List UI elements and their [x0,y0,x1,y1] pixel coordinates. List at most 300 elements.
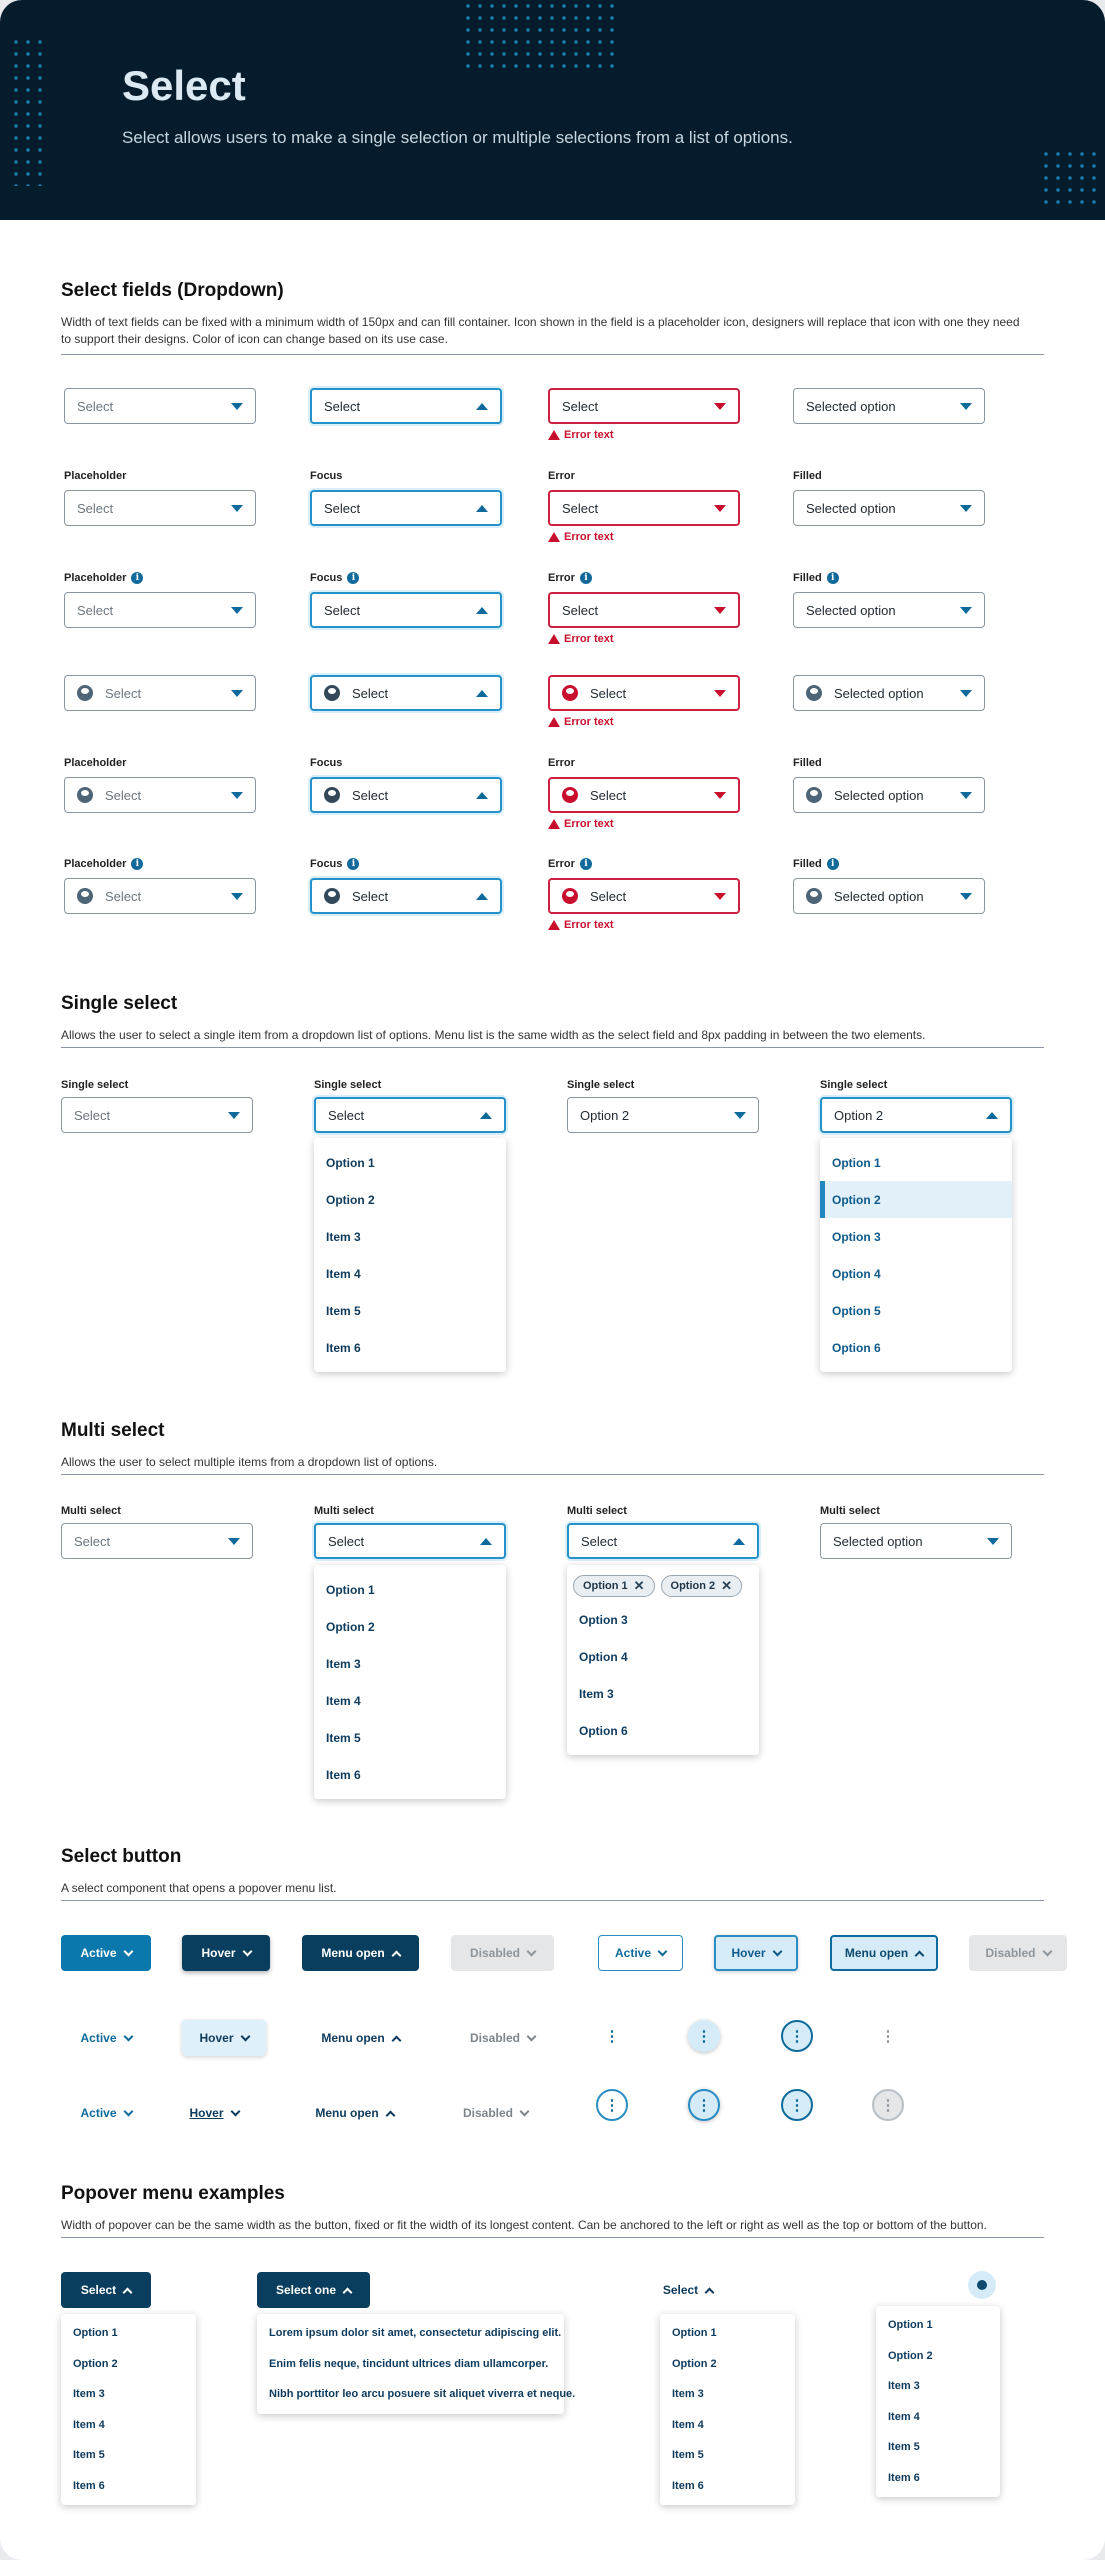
select-field-ph[interactable] [64,592,256,628]
caret-up-icon [733,1538,745,1545]
single-select-field[interactable] [820,1097,1012,1133]
select-value: Select [74,1107,111,1123]
kebab-menu-icon[interactable]: ⋮ [781,2020,813,2052]
menu-item[interactable]: Item 3 [579,1686,614,1701]
caret-up-icon [476,505,488,512]
field-label-text: Single select [61,1079,129,1091]
menu-item[interactable]: Option 1 [888,2319,933,2332]
select-button[interactable] [61,2095,151,2131]
chevron-up-icon [705,2287,715,2297]
info-icon[interactable]: i [131,858,143,870]
button-label: Active [614,1946,652,1960]
select-button[interactable] [61,2272,151,2308]
select-value: Select [105,685,142,701]
select-value: Selected option [806,500,896,516]
chip-group [567,1571,759,1601]
select-button[interactable] [444,2095,547,2131]
user-icon [77,787,93,803]
field-label-text: Filled [793,757,822,769]
menu-item[interactable]: Option 1 [73,2327,118,2340]
section-select-button [61,1846,1044,1897]
caret-up-icon [480,1538,492,1545]
field-label [310,757,342,769]
select-button[interactable] [296,2095,413,2131]
menu-item[interactable]: Option 6 [832,1340,881,1355]
info-icon[interactable]: i [347,572,359,584]
chevron-down-icon [527,2031,537,2041]
field-label [793,858,839,870]
field-label-text: Multi select [567,1505,627,1517]
info-icon[interactable]: i [347,858,359,870]
warning-icon [548,532,560,542]
select-button[interactable] [598,1935,683,1971]
info-icon[interactable]: i [580,858,592,870]
caret-down-icon [734,1112,746,1119]
select-field-focus[interactable] [310,388,502,424]
menu-item[interactable]: Item 3 [326,1229,361,1244]
multi-select-field[interactable] [61,1523,253,1559]
menu-item[interactable]: Item 4 [672,2418,704,2431]
select-value: Select [562,602,599,618]
select-field-filled[interactable] [793,388,985,424]
menu-item[interactable]: Nibh porttitor leo arcu posuere sit aliquet viverra et neque. [269,2388,576,2401]
popover-menu [257,2314,576,2414]
field-label [548,757,575,769]
menu-item[interactable]: Item 6 [73,2479,105,2492]
field-label [61,1505,121,1517]
dropdown-menu [314,1565,506,1799]
field-label-text: Single select [314,1079,382,1091]
select-button[interactable] [61,1935,151,1971]
menu-item[interactable]: Option 4 [832,1266,881,1281]
field-label [548,470,575,482]
caret-up-icon [476,607,488,614]
chevron-down-icon [240,2031,250,2041]
chevron-down-icon [242,1946,252,1956]
dot-pattern [462,0,622,72]
info-icon[interactable]: i [580,572,592,584]
field-label [61,1079,128,1091]
button-label: Disabled [985,1946,1036,1960]
menu-item[interactable]: Option 1 [672,2327,717,2340]
select-field-focus[interactable] [310,878,502,914]
field-label-text: Multi select [61,1505,121,1517]
section-title: Select fields (Dropdown) [61,280,284,301]
menu-item[interactable]: Item 5 [326,1303,361,1318]
user-icon [77,685,93,701]
chevron-down-icon [1042,1946,1052,1956]
section-multi-select [61,1420,1044,1471]
select-button[interactable] [182,1935,270,1971]
select-field-filled[interactable] [793,777,985,813]
person-icon [977,2280,987,2290]
caret-up-icon [476,893,488,900]
select-field-err[interactable] [548,490,740,526]
select-value: Select [590,888,627,904]
dropdown-menu [567,1565,759,1755]
select-button[interactable] [451,2020,554,2056]
select-field-focus[interactable] [310,592,502,628]
menu-item[interactable]: Option 2 [73,2357,118,2370]
section-title: Multi select [61,1420,165,1441]
menu-item[interactable]: Item 6 [326,1340,361,1355]
select-field-ph[interactable] [64,777,256,813]
menu-item[interactable]: Option 3 [579,1612,628,1627]
menu-item[interactable]: Option 2 [820,1181,1012,1218]
info-icon[interactable]: i [131,572,143,584]
field-label-text: Single select [820,1079,888,1091]
section-title: Single select [61,993,178,1014]
menu-item[interactable]: Option 2 [326,1192,375,1207]
field-label [310,470,342,482]
select-field-err[interactable] [548,592,740,628]
kebab-menu-icon[interactable]: ⋮ [604,2027,620,2045]
user-icon [806,787,822,803]
chevron-up-icon [391,1950,401,1960]
button-label: Hover [189,2106,224,2120]
menu-item[interactable]: Lorem ipsum dolor sit amet, consectetur adipiscing elit. [269,2327,562,2340]
menu-item[interactable]: Option 6 [579,1723,628,1738]
caret-up-icon [480,1112,492,1119]
field-label [793,572,839,584]
dropdown-menu [314,1138,506,1372]
field-label-text: Placeholder [64,858,127,870]
select-value: Select [77,602,114,618]
menu-item[interactable]: Item 4 [888,2410,920,2423]
field-label-text: Error [548,470,575,482]
selected-chip[interactable] [573,1575,655,1597]
error-text: Error text [564,818,614,830]
select-value: Select [324,398,361,414]
warning-icon [548,634,560,644]
caret-down-icon [960,403,972,410]
select-button[interactable] [714,1935,798,1971]
select-button[interactable] [969,1935,1067,1971]
popover-menu [876,2306,1000,2497]
error-text: Error text [564,716,614,728]
caret-up-icon [986,1112,998,1119]
section-popover-menu [61,2183,1044,2234]
caret-up-icon [476,792,488,799]
section-description: Width of text fields can be fixed with a minimum width of 150px and can fill container. Icon shown in the field is a placeholder icon, designers will replace that icon with one they need to support their designs. Color of icon can change based on its use case. [61,315,1020,346]
select-value: Select [328,1533,365,1549]
caret-down-icon [228,1112,240,1119]
select-button[interactable] [302,2020,419,2056]
select-field-filled[interactable] [793,592,985,628]
select-button[interactable] [451,1935,554,1971]
select-value: Select [105,888,142,904]
warning-icon [548,430,560,440]
button-label: Select [80,2283,117,2297]
kebab-menu-icon[interactable]: ⋮ [781,2089,813,2121]
select-field-err[interactable] [548,777,740,813]
field-label [567,1079,634,1091]
select-field-err[interactable] [548,878,740,914]
select-value: Selected option [834,787,924,803]
caret-down-icon [231,792,243,799]
kebab-menu-icon[interactable]: ⋮ [688,2020,720,2052]
select-value: Select [562,500,599,516]
select-value: Select [562,398,599,414]
field-label [314,1079,381,1091]
chevron-down-icon [230,2106,240,2116]
caret-down-icon [231,893,243,900]
select-field-filled[interactable] [793,490,985,526]
menu-item[interactable]: Option 4 [579,1649,628,1664]
chevron-up-icon [385,2110,395,2120]
menu-item[interactable]: Item 6 [326,1767,361,1782]
chip-label: Option 2 [670,1580,716,1592]
dot-pattern [10,36,50,186]
chevron-up-icon [915,1950,925,1960]
popover-menu [61,2314,196,2505]
section-description: Width of popover can be the same width as the button, fixed or fit the width of its longest content. Can be anchored to the left or right as well as the top or bottom of the button. [61,2218,987,2232]
field-label [310,858,359,870]
field-label-text: Filled [793,470,822,482]
warning-icon [548,920,560,930]
multi-select-field[interactable] [820,1523,1012,1559]
select-field-err[interactable] [548,388,740,424]
error-text: Error text [564,429,614,441]
caret-down-icon [714,505,726,512]
multi-select-field[interactable] [314,1523,506,1559]
select-value: Selected option [834,888,924,904]
field-label-text: Multi select [314,1505,374,1517]
caret-down-icon [960,607,972,614]
menu-item[interactable]: Enim felis neque, tincidunt ultrices diam ullamcorper. [269,2357,549,2370]
button-label: Menu open [321,1946,385,1960]
select-button[interactable] [61,2020,151,2056]
menu-item[interactable]: Item 4 [326,1693,361,1708]
menu-item[interactable]: Item 3 [326,1656,361,1671]
error-text: Error text [564,633,614,645]
select-value: Select [324,602,361,618]
caret-up-icon [476,690,488,697]
section-description: Allows the user to select multiple items from a dropdown list of options. [61,1455,438,1469]
select-button[interactable] [172,2095,256,2131]
menu-item[interactable]: Item 5 [326,1730,361,1745]
page-subtitle: Select allows users to make a single selection or multiple selections from a list of options. [122,128,793,147]
menu-item[interactable]: Option 1 [326,1582,375,1597]
field-label [548,572,592,584]
caret-down-icon [231,607,243,614]
field-label-text: Focus [310,858,343,870]
field-label [567,1505,627,1517]
caret-down-icon [987,1538,999,1545]
single-select-field[interactable] [567,1097,759,1133]
kebab-menu-icon[interactable]: ⋮ [872,2089,904,2121]
select-value: Select [352,685,389,701]
caret-down-icon [960,690,972,697]
select-button[interactable] [257,2272,370,2308]
select-field-filled[interactable] [793,878,985,914]
field-label-text: Multi select [820,1505,880,1517]
menu-item[interactable]: Item 4 [73,2418,105,2431]
popover-menu [660,2314,795,2505]
info-icon[interactable]: i [827,572,839,584]
dot-pattern [1040,148,1100,210]
select-value: Select [324,500,361,516]
select-value: Select [328,1107,365,1123]
field-label-text: Focus [310,757,343,769]
caret-down-icon [960,505,972,512]
warning-icon [548,819,560,829]
chevron-up-icon [343,2287,353,2297]
section-single-select [61,993,1044,1044]
button-label: Menu open [315,2106,379,2120]
selected-chip[interactable] [661,1575,743,1597]
select-value: Select [590,685,627,701]
menu-item[interactable]: Item 5 [888,2441,920,2454]
caret-down-icon [714,690,726,697]
select-value: Select [74,1533,111,1549]
chevron-down-icon [123,2106,133,2116]
field-label-text: Error [548,572,575,584]
menu-item[interactable]: Item 6 [672,2479,704,2492]
caret-down-icon [960,792,972,799]
field-label [820,1079,887,1091]
button-label: Active [80,1946,117,1960]
select-field-ph[interactable] [64,388,256,424]
button-label: Disabled [469,2031,520,2045]
menu-item[interactable]: Option 5 [832,1303,881,1318]
select-value: Select [590,787,627,803]
user-icon [806,888,822,904]
caret-down-icon [960,893,972,900]
menu-item[interactable]: Option 1 [832,1155,881,1170]
field-label [314,1505,374,1517]
caret-down-icon [231,403,243,410]
field-label [64,572,143,584]
button-label: Hover [199,2031,234,2045]
select-button[interactable] [644,2272,732,2308]
close-icon[interactable]: ✕ [633,1578,645,1593]
select-field-focus[interactable] [310,675,502,711]
select-field-ph[interactable] [64,675,256,711]
single-select-field[interactable] [314,1097,506,1133]
select-field-focus[interactable] [310,777,502,813]
page-title: Select [122,62,246,109]
chevron-up-icon [123,2287,133,2297]
select-value: Select [77,398,114,414]
caret-down-icon [228,1538,240,1545]
select-value: Select [581,1533,618,1549]
select-field-ph[interactable] [64,878,256,914]
select-value: Select [352,787,389,803]
field-label-text: Placeholder [64,470,127,482]
field-label-text: Error [548,858,575,870]
single-select-field[interactable] [61,1097,253,1133]
caret-down-icon [714,893,726,900]
menu-item[interactable]: Option 2 [888,2349,933,2362]
menu-item[interactable]: Option 3 [832,1229,881,1244]
menu-item[interactable]: Item 3 [73,2388,105,2401]
button-label: Hover [731,1946,766,1960]
button-label: Active [80,2106,117,2120]
button-label: Menu open [844,1946,909,1960]
field-label [64,858,143,870]
user-icon [806,685,822,701]
error-message [548,531,614,543]
caret-down-icon [714,792,726,799]
user-icon [77,888,93,904]
user-icon[interactable] [968,2271,996,2299]
chevron-down-icon [658,1946,668,1956]
menu-item[interactable]: Item 3 [672,2388,704,2401]
chevron-down-icon [123,2031,133,2041]
menu-item[interactable]: Option 2 [326,1619,375,1634]
error-message [548,818,614,830]
select-value: Select [352,888,389,904]
button-label: Active [80,2031,117,2045]
chevron-up-icon [391,2035,401,2045]
menu-item[interactable]: Item 5 [73,2449,105,2462]
info-icon[interactable]: i [827,858,839,870]
kebab-menu-icon[interactable]: ⋮ [596,2089,628,2121]
button-label: Menu open [321,2031,385,2045]
menu-item[interactable]: Option 2 [672,2357,717,2370]
multi-select-field[interactable] [567,1523,759,1559]
section-description: Allows the user to select a single item from a dropdown list of options. Menu list is the same width as the select field and 8px padding in between the two elements. [61,1028,926,1042]
button-label: Disabled [469,1946,520,1960]
field-label [793,470,822,482]
error-message [548,716,614,728]
select-field-err[interactable] [548,675,740,711]
field-label [820,1505,880,1517]
warning-icon [548,717,560,727]
select-field-ph[interactable] [64,490,256,526]
field-label-text: Placeholder [64,757,127,769]
select-value: Selected option [806,398,896,414]
field-label [64,757,126,769]
chip-label: Option 1 [583,1580,628,1592]
select-field-filled[interactable] [793,675,985,711]
select-field-focus[interactable] [310,490,502,526]
field-label [64,470,126,482]
select-value: Selected option [834,685,924,701]
field-label [793,757,822,769]
menu-item[interactable]: Item 6 [888,2471,920,2484]
dropdown-menu [820,1138,1012,1372]
select-button[interactable] [830,1935,938,1971]
error-message [548,633,614,645]
select-button[interactable] [182,2020,266,2056]
user-icon [324,787,340,803]
section-title: Select button [61,1846,182,1867]
user-icon [562,888,578,904]
chevron-down-icon [527,1946,537,1956]
menu-item[interactable]: Item 5 [672,2449,704,2462]
menu-item[interactable]: Item 4 [326,1266,361,1281]
select-value: Select [105,787,142,803]
kebab-menu-icon[interactable]: ⋮ [880,2027,896,2045]
kebab-menu-icon[interactable]: ⋮ [688,2089,720,2121]
section-description: A select component that opens a popover menu list. [61,1881,337,1895]
caret-down-icon [714,607,726,614]
chevron-down-icon [772,1946,782,1956]
user-icon [324,888,340,904]
field-label-text: Filled [793,858,822,870]
close-icon[interactable]: ✕ [721,1578,733,1593]
select-value: Select [77,500,114,516]
chevron-down-icon [520,2106,530,2116]
menu-item[interactable]: Item 3 [888,2380,920,2393]
button-label: Select one [275,2283,337,2297]
field-label-text: Placeholder [64,572,127,584]
button-label: Disabled [462,2106,513,2120]
menu-item[interactable]: Option 1 [326,1155,375,1170]
select-button[interactable] [302,1935,419,1971]
